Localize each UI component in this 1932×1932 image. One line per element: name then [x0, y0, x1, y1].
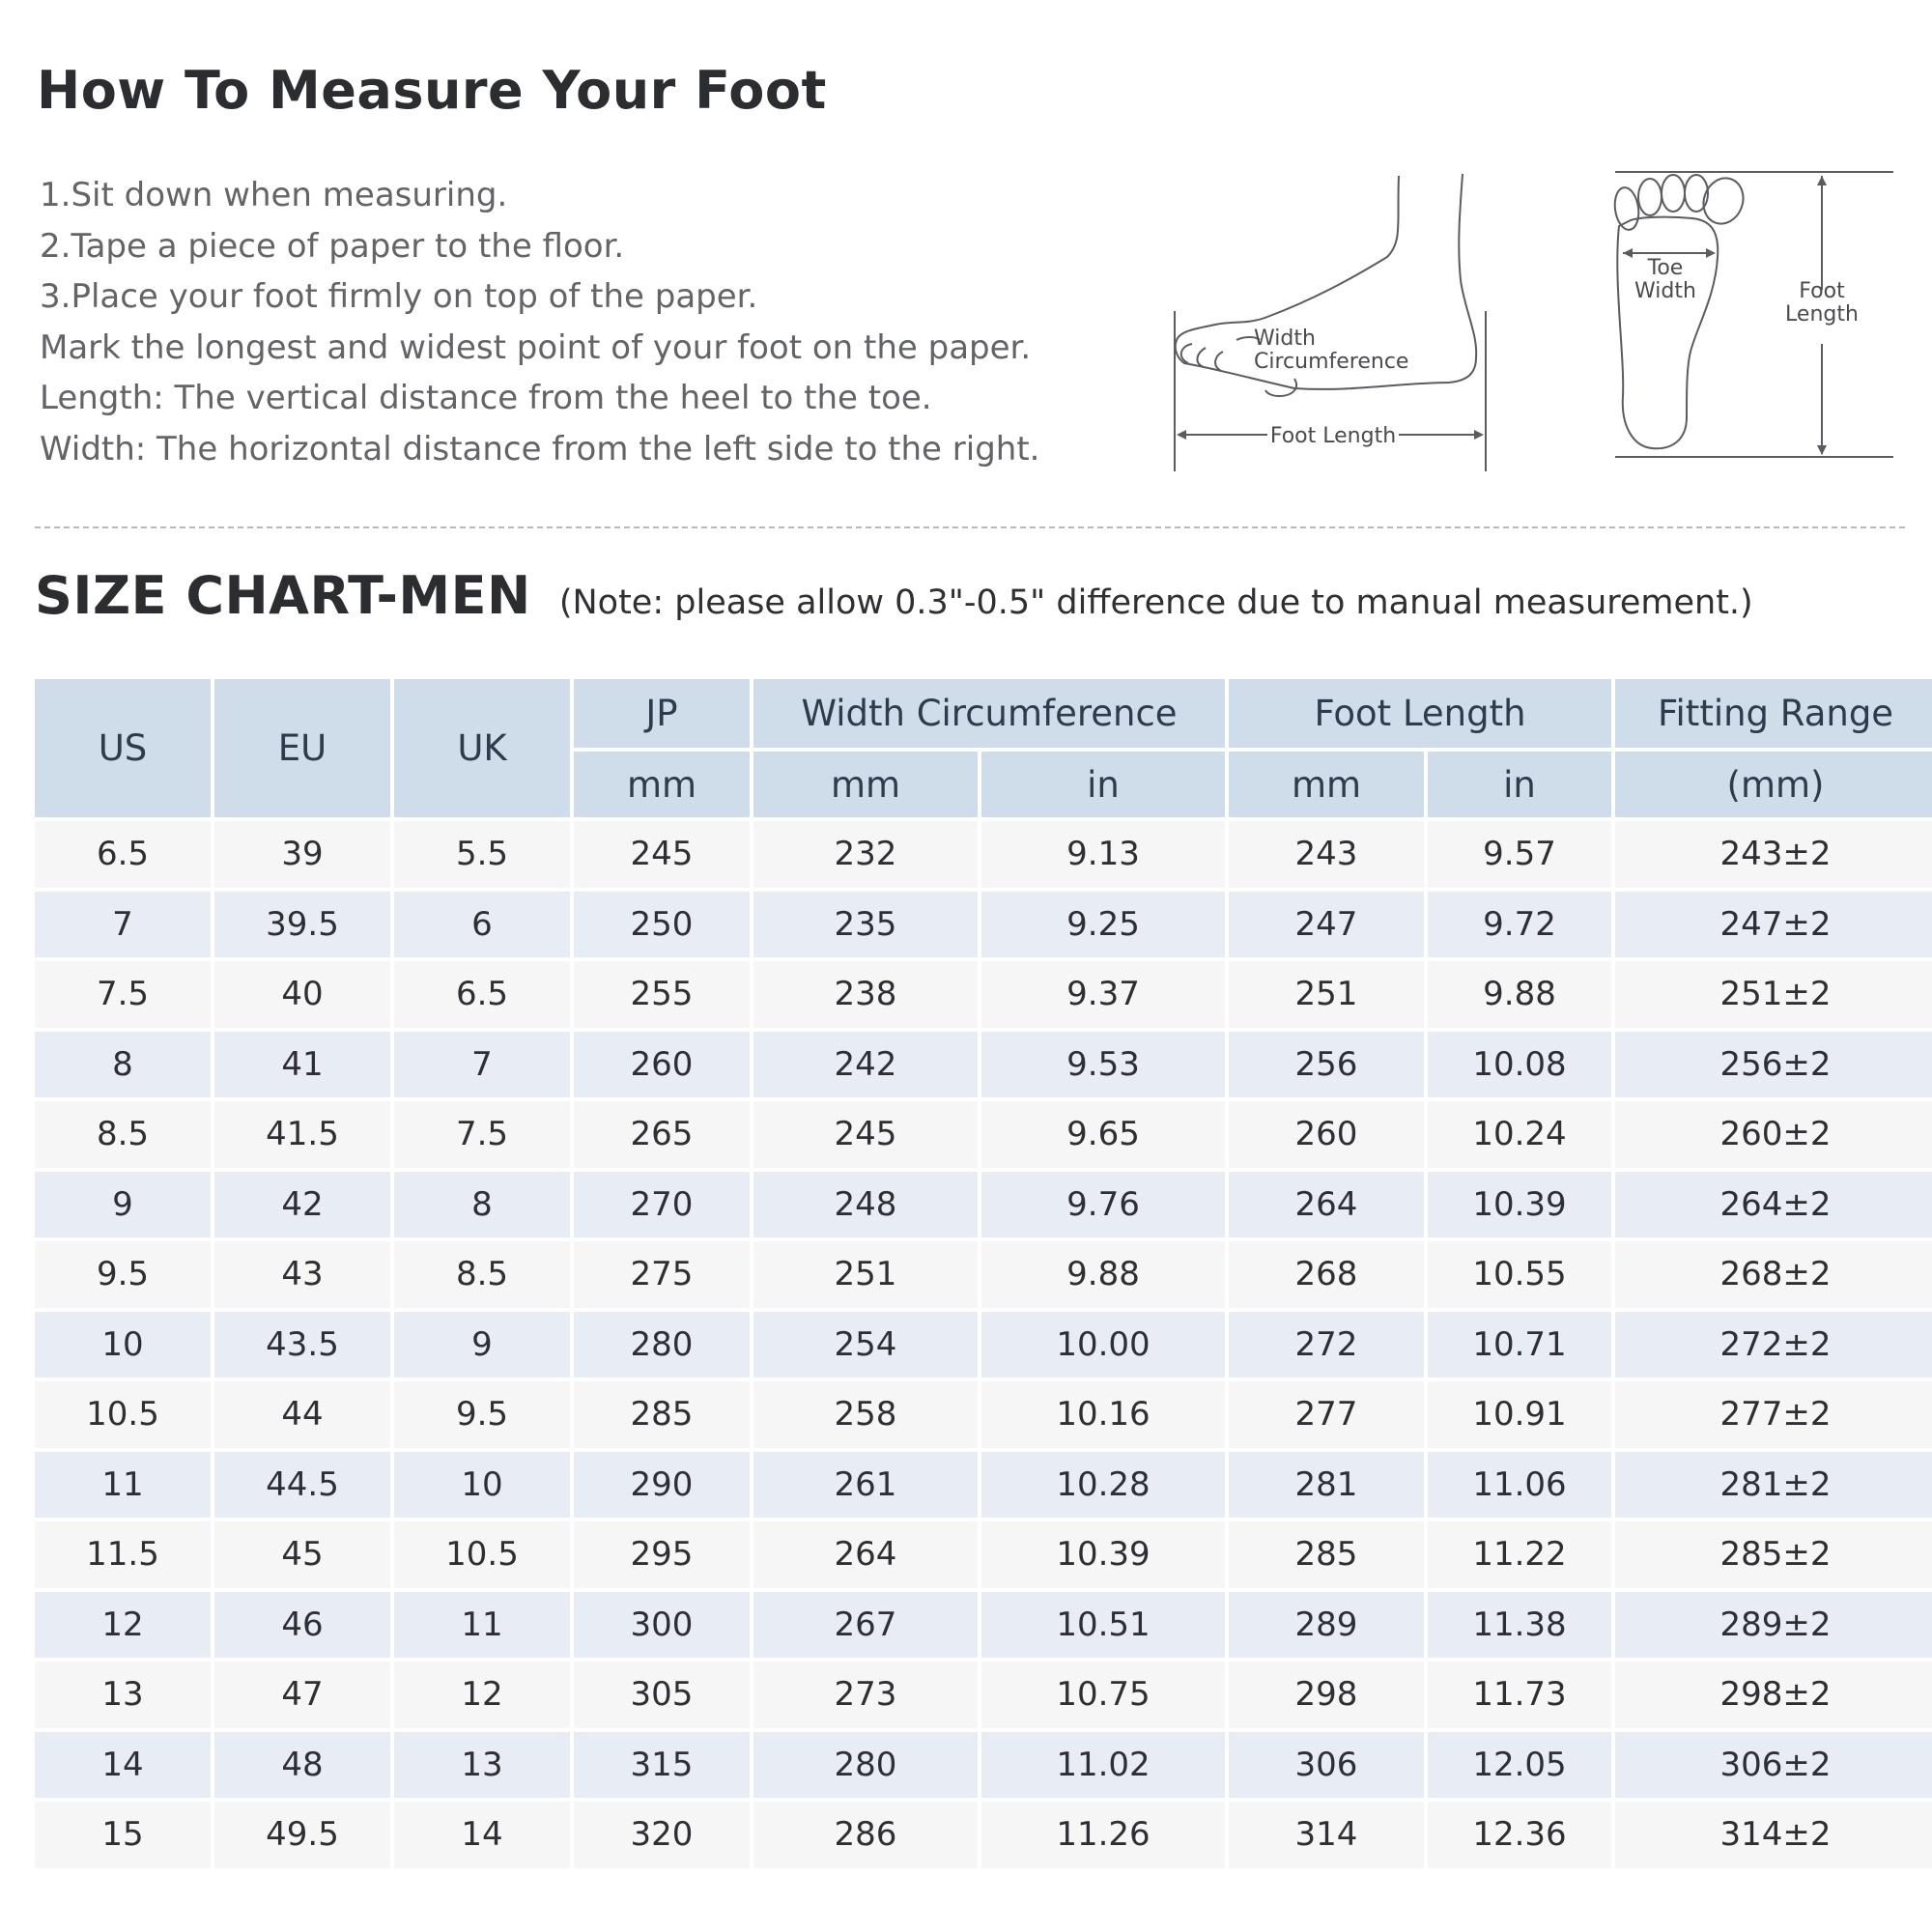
table-cell: 9.25 [981, 892, 1225, 958]
header-unit: mm [1229, 752, 1424, 817]
table-cell: 295 [574, 1521, 750, 1588]
table-row [35, 1032, 1932, 1098]
table-cell: 9.65 [981, 1101, 1225, 1168]
diagram-label: Foot [1799, 279, 1845, 303]
size-chart-heading [35, 565, 1753, 626]
table-cell: 9 [35, 1172, 211, 1238]
table-cell: 9.57 [1428, 821, 1611, 888]
header-unit: (mm) [1615, 752, 1932, 817]
header-uk: UK [394, 679, 570, 817]
arrow-right-icon [1706, 248, 1716, 258]
table-cell: 300 [574, 1592, 750, 1659]
table-cell: 10.5 [394, 1521, 570, 1588]
table-cell: 11 [394, 1592, 570, 1659]
table-cell: 12 [35, 1592, 211, 1659]
table-cell: 298 [1229, 1662, 1424, 1728]
table-cell: 267 [753, 1592, 978, 1659]
instruction-step: 2.Tape a piece of paper to the floor. [40, 226, 625, 266]
table-cell: 41.5 [214, 1101, 390, 1168]
table-cell: 10 [394, 1452, 570, 1519]
table-row [35, 1101, 1932, 1168]
table-cell: 247±2 [1615, 892, 1932, 958]
table-cell: 9.53 [981, 1032, 1225, 1098]
table-cell: 48 [214, 1732, 390, 1799]
header-jp: JP [574, 679, 750, 748]
diagram-label: Foot Length [1269, 424, 1397, 448]
table-cell: 10.5 [35, 1381, 211, 1448]
table-cell: 270 [574, 1172, 750, 1238]
table-cell: 250 [574, 892, 750, 958]
table-cell: 285 [574, 1381, 750, 1448]
table-cell: 10.16 [981, 1381, 1225, 1448]
arrow-up-icon [1817, 176, 1827, 185]
table-cell: 306 [1229, 1732, 1424, 1799]
table-cell: 258 [753, 1381, 978, 1448]
diagram-label: Width [1254, 327, 1316, 351]
header-width-circumference: Width Circumference [753, 679, 1225, 748]
header-fitting-range: Fitting Range [1615, 679, 1932, 748]
table-cell: 9.72 [1428, 892, 1611, 958]
arrow-left-icon [1177, 430, 1186, 440]
table-cell: 255 [574, 961, 750, 1028]
instruction-step: 3.Place your foot firmly on top of the paper. [40, 277, 758, 316]
table-cell: 6 [394, 892, 570, 958]
diagram-label: Length [1785, 302, 1859, 327]
table-cell: 11.06 [1428, 1452, 1611, 1519]
table-cell: 47 [214, 1662, 390, 1728]
table-row [35, 1172, 1932, 1238]
table-cell: 242 [753, 1032, 978, 1098]
table-cell: 251 [753, 1241, 978, 1308]
table-cell: 14 [35, 1732, 211, 1799]
table-cell: 272±2 [1615, 1312, 1932, 1378]
table-cell: 260 [1229, 1101, 1424, 1168]
table-cell: 280 [574, 1312, 750, 1378]
table-cell: 10.39 [981, 1521, 1225, 1588]
instruction-step: 1.Sit down when measuring. [40, 176, 508, 214]
table-cell: 251 [1229, 961, 1424, 1028]
table-cell: 9.5 [35, 1241, 211, 1308]
table-row [35, 821, 1932, 888]
table-cell: 9.88 [1428, 961, 1611, 1028]
size-chart-body [35, 821, 1932, 1868]
table-cell: 44 [214, 1381, 390, 1448]
measure-instructions [40, 170, 1039, 474]
table-cell: 238 [753, 961, 978, 1028]
table-cell: 9.76 [981, 1172, 1225, 1238]
table-cell: 12 [394, 1662, 570, 1728]
table-cell: 44.5 [214, 1452, 390, 1519]
table-cell: 10.08 [1428, 1032, 1611, 1098]
table-cell: 260±2 [1615, 1101, 1932, 1168]
table-cell: 232 [753, 821, 978, 888]
table-cell: 13 [35, 1662, 211, 1728]
instruction-step: Width: The horizontal distance from the left side to the right. [40, 429, 1040, 469]
table-cell: 10.28 [981, 1452, 1225, 1519]
table-cell: 11.26 [981, 1802, 1225, 1868]
table-cell: 11.02 [981, 1732, 1225, 1799]
table-cell: 43.5 [214, 1312, 390, 1378]
table-cell: 7 [35, 892, 211, 958]
table-cell: 8.5 [35, 1101, 211, 1168]
table-cell: 289±2 [1615, 1592, 1932, 1659]
table-cell: 14 [394, 1802, 570, 1868]
instruction-step: Mark the longest and widest point of your foot on the paper. [40, 327, 1032, 367]
table-cell: 9 [394, 1312, 570, 1378]
table-cell: 39.5 [214, 892, 390, 958]
size-chart-note: (Note: please allow 0.3"-0.5" difference due to manual measurement.) [558, 583, 1753, 622]
table-cell: 9.37 [981, 961, 1225, 1028]
table-cell: 10.51 [981, 1592, 1225, 1659]
table-cell: 281 [1229, 1452, 1424, 1519]
foot-sole-diagram [1604, 164, 1913, 464]
table-cell: 256±2 [1615, 1032, 1932, 1098]
header-unit: mm [574, 752, 750, 817]
table-cell: 275 [574, 1241, 750, 1308]
table-cell: 264 [753, 1521, 978, 1588]
table-row [35, 1662, 1932, 1728]
table-cell: 15 [35, 1802, 211, 1868]
table-cell: 11.5 [35, 1521, 211, 1588]
table-cell: 40 [214, 961, 390, 1028]
table-cell: 8.5 [394, 1241, 570, 1308]
table-cell: 264±2 [1615, 1172, 1932, 1238]
table-cell: 11.38 [1428, 1592, 1611, 1659]
size-chart-table [31, 675, 1932, 1872]
table-cell: 265 [574, 1101, 750, 1168]
table-cell: 11.22 [1428, 1521, 1611, 1588]
table-cell: 320 [574, 1802, 750, 1868]
table-row [35, 961, 1932, 1028]
table-cell: 315 [574, 1732, 750, 1799]
table-row [35, 1732, 1932, 1799]
table-cell: 42 [214, 1172, 390, 1238]
table-cell: 12.36 [1428, 1802, 1611, 1868]
table-cell: 285±2 [1615, 1521, 1932, 1588]
table-row [35, 1802, 1932, 1868]
table-cell: 243±2 [1615, 821, 1932, 888]
header-us: US [35, 679, 211, 817]
table-cell: 264 [1229, 1172, 1424, 1238]
table-cell: 49.5 [214, 1802, 390, 1868]
table-cell: 9.13 [981, 821, 1225, 888]
diagram-label: Toe [1647, 256, 1684, 280]
foot-side-diagram [1159, 164, 1546, 483]
table-cell: 290 [574, 1452, 750, 1519]
table-cell: 10.71 [1428, 1312, 1611, 1378]
table-cell: 43 [214, 1241, 390, 1308]
table-row [35, 1241, 1932, 1308]
table-cell: 10.55 [1428, 1241, 1611, 1308]
table-cell: 11.73 [1428, 1662, 1611, 1728]
table-cell: 245 [574, 821, 750, 888]
table-cell: 272 [1229, 1312, 1424, 1378]
table-row [35, 1312, 1932, 1378]
table-cell: 268 [1229, 1241, 1424, 1308]
table-row [35, 1452, 1932, 1519]
table-cell: 8 [394, 1172, 570, 1238]
table-row [35, 1592, 1932, 1659]
table-cell: 13 [394, 1732, 570, 1799]
header-unit: mm [753, 752, 978, 817]
table-cell: 254 [753, 1312, 978, 1378]
table-row [35, 1521, 1932, 1588]
table-cell: 10.24 [1428, 1101, 1611, 1168]
table-cell: 273 [753, 1662, 978, 1728]
header-unit: in [1428, 752, 1611, 817]
table-cell: 11 [35, 1452, 211, 1519]
table-cell: 10.39 [1428, 1172, 1611, 1238]
table-cell: 235 [753, 892, 978, 958]
diagram-label: Width [1634, 279, 1696, 303]
table-cell: 248 [753, 1172, 978, 1238]
table-cell: 314±2 [1615, 1802, 1932, 1868]
table-cell: 256 [1229, 1032, 1424, 1098]
table-cell: 10.91 [1428, 1381, 1611, 1448]
section-divider [35, 526, 1905, 528]
table-cell: 10.00 [981, 1312, 1225, 1378]
table-cell: 6.5 [394, 961, 570, 1028]
arrow-right-icon [1474, 430, 1484, 440]
diagram-label: Circumference [1254, 350, 1409, 374]
table-row [35, 892, 1932, 958]
table-cell: 7.5 [35, 961, 211, 1028]
table-cell: 243 [1229, 821, 1424, 888]
table-cell: 280 [753, 1732, 978, 1799]
table-cell: 7 [394, 1032, 570, 1098]
arrow-left-icon [1623, 248, 1633, 258]
table-cell: 298±2 [1615, 1662, 1932, 1728]
table-row [35, 1381, 1932, 1448]
table-cell: 6.5 [35, 821, 211, 888]
table-cell: 245 [753, 1101, 978, 1168]
table-cell: 9.88 [981, 1241, 1225, 1308]
table-cell: 305 [574, 1662, 750, 1728]
table-cell: 260 [574, 1032, 750, 1098]
table-cell: 12.05 [1428, 1732, 1611, 1799]
table-cell: 247 [1229, 892, 1424, 958]
header-unit: in [981, 752, 1225, 817]
table-cell: 39 [214, 821, 390, 888]
table-cell: 281±2 [1615, 1452, 1932, 1519]
table-cell: 289 [1229, 1592, 1424, 1659]
table-cell: 8 [35, 1032, 211, 1098]
table-cell: 285 [1229, 1521, 1424, 1588]
table-cell: 314 [1229, 1802, 1424, 1868]
table-cell: 5.5 [394, 821, 570, 888]
header-eu: EU [214, 679, 390, 817]
table-cell: 9.5 [394, 1381, 570, 1448]
table-cell: 251±2 [1615, 961, 1932, 1028]
table-cell: 10.75 [981, 1662, 1225, 1728]
header-foot-length: Foot Length [1229, 679, 1611, 748]
table-cell: 268±2 [1615, 1241, 1932, 1308]
size-chart-title: SIZE CHART-MEN [35, 565, 531, 626]
page-title: How To Measure Your Foot [37, 60, 827, 121]
instruction-step: Length: The vertical distance from the heel to the toe. [40, 379, 932, 417]
table-cell: 41 [214, 1032, 390, 1098]
table-cell: 7.5 [394, 1101, 570, 1168]
table-cell: 277 [1229, 1381, 1424, 1448]
table-cell: 45 [214, 1521, 390, 1588]
table-cell: 46 [214, 1592, 390, 1659]
table-cell: 306±2 [1615, 1732, 1932, 1799]
arrow-down-icon [1817, 445, 1827, 455]
table-cell: 261 [753, 1452, 978, 1519]
table-cell: 277±2 [1615, 1381, 1932, 1448]
table-cell: 286 [753, 1802, 978, 1868]
table-cell: 10 [35, 1312, 211, 1378]
